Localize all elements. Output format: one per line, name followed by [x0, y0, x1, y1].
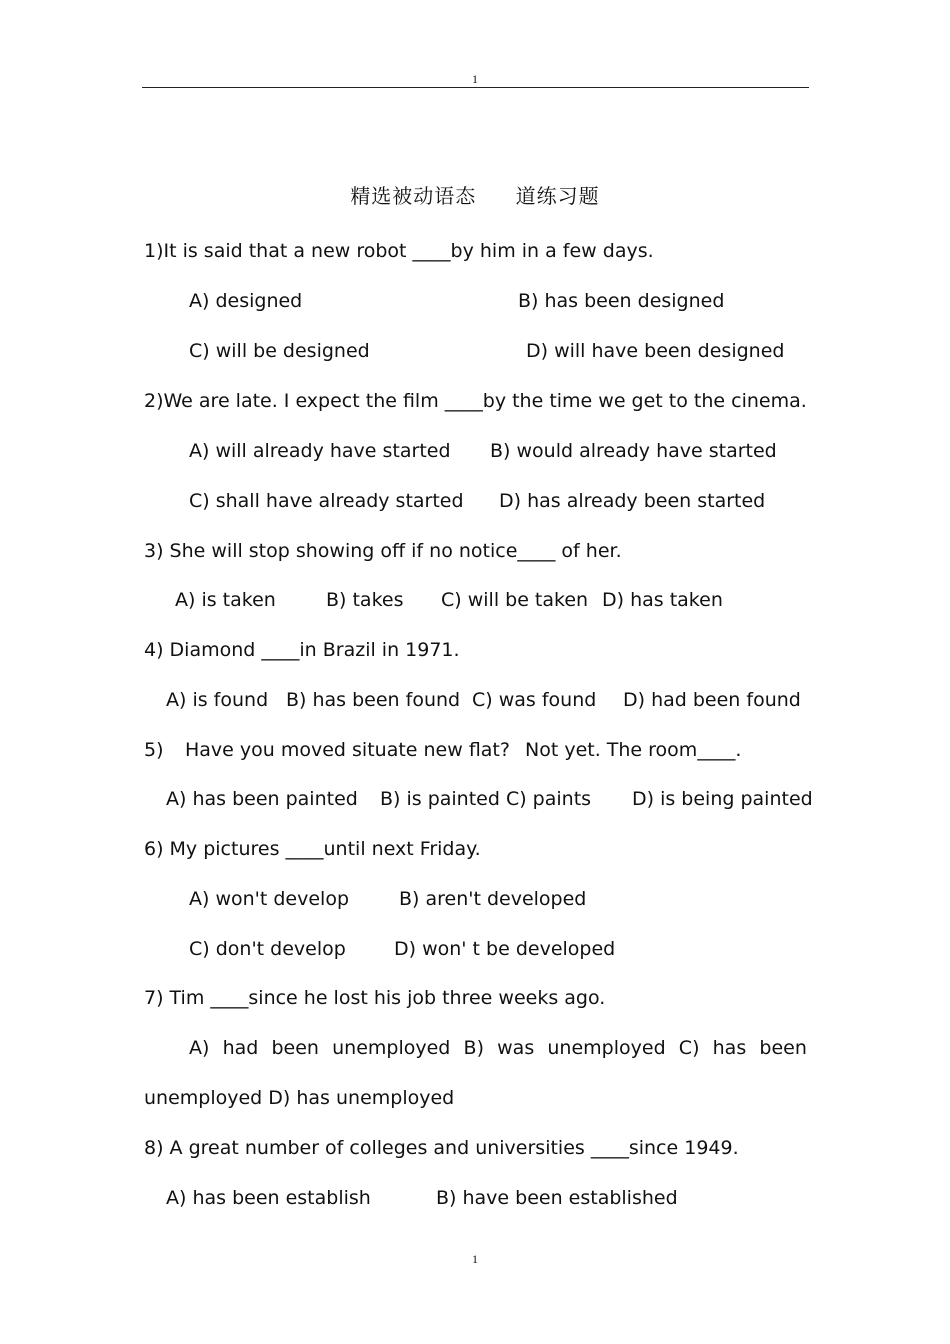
question-7-option-c-label: C): [678, 1037, 700, 1059]
question-7-option-b-word-1: was: [497, 1037, 535, 1059]
question-5-option-bc: B) is painted C) paints: [380, 788, 592, 810]
question-6-option-a: A) won't develop: [189, 888, 350, 910]
question-4-option-d: D) had been found: [623, 689, 801, 711]
question-2-option-c: C) shall have already started: [189, 490, 464, 512]
question-2-stem: 2)We are late. I expect the film ____by the time we get to the cinema.: [144, 390, 807, 412]
question-7-option-a-word-2: been: [271, 1037, 319, 1059]
page-title: 精选被动语态 道练习题: [350, 184, 600, 208]
header-rule: [142, 87, 809, 88]
question-7-options-line: [189, 1036, 807, 1060]
question-6-stem: 6) My pictures ____until next Friday.: [144, 838, 481, 860]
question-7-option-b-word-2: unemployed: [547, 1037, 666, 1059]
question-2-option-d: D) has already been started: [499, 490, 766, 512]
question-6-option-c: C) don't develop: [189, 938, 346, 960]
question-7-option-c-word-1: has: [712, 1037, 747, 1059]
question-7-option-a-word-1: had: [222, 1037, 259, 1059]
question-5-option-a: A) has been painted: [166, 788, 358, 810]
question-5-number: 5): [144, 739, 164, 761]
question-1-option-d: D) will have been designed: [526, 340, 785, 362]
question-7-option-a-label: A): [189, 1037, 210, 1059]
question-1-option-c: C) will be designed: [189, 340, 370, 362]
question-3-option-a: A) is taken: [175, 589, 276, 611]
question-4-option-b: B) has been found: [286, 689, 461, 711]
question-1-stem: 1)It is said that a new robot ____by him in a few days.: [144, 240, 654, 262]
question-7-option-c-word-2: been: [759, 1037, 807, 1059]
question-1-option-b: B) has been designed: [518, 290, 725, 312]
question-8-stem: 8) A great number of colleges and universities ____since 1949.: [144, 1137, 739, 1159]
question-7-option-b-label: B): [463, 1037, 484, 1059]
question-4-stem: 4) Diamond ____in Brazil in 1971.: [144, 639, 460, 661]
question-3-option-c: C) will be taken: [441, 589, 589, 611]
question-4-option-a: A) is found: [166, 689, 269, 711]
question-5-stem-part-2: Not yet. The room____.: [525, 739, 742, 761]
question-5-option-d: D) is being painted: [632, 788, 813, 810]
question-8-option-a: A) has been establish: [166, 1187, 371, 1209]
question-2-option-b: B) would already have started: [490, 440, 777, 462]
page-header-number: 1: [472, 72, 478, 86]
question-5-stem-part-1: Have you moved situate new flat?: [185, 739, 510, 761]
question-3-option-b: B) takes: [326, 589, 404, 611]
page-footer-number: 1: [472, 1252, 478, 1266]
question-6-option-d: D) won' t be developed: [394, 938, 616, 960]
question-7-option-a-word-3: unemployed: [332, 1037, 451, 1059]
question-3-stem: 3) She will stop showing off if no notice____ of her.: [144, 540, 622, 562]
question-4-option-c: C) was found: [472, 689, 597, 711]
question-3-option-d: D) has taken: [602, 589, 723, 611]
question-7-stem: 7) Tim ____since he lost his job three weeks ago.: [144, 987, 606, 1009]
question-7-options-continued: unemployed D) has unemployed: [144, 1087, 455, 1109]
question-6-option-b: B) aren't developed: [399, 888, 587, 910]
question-2-option-a: A) will already have started: [189, 440, 451, 462]
question-8-option-b: B) have been established: [436, 1187, 678, 1209]
question-1-option-a: A) designed: [189, 290, 303, 312]
